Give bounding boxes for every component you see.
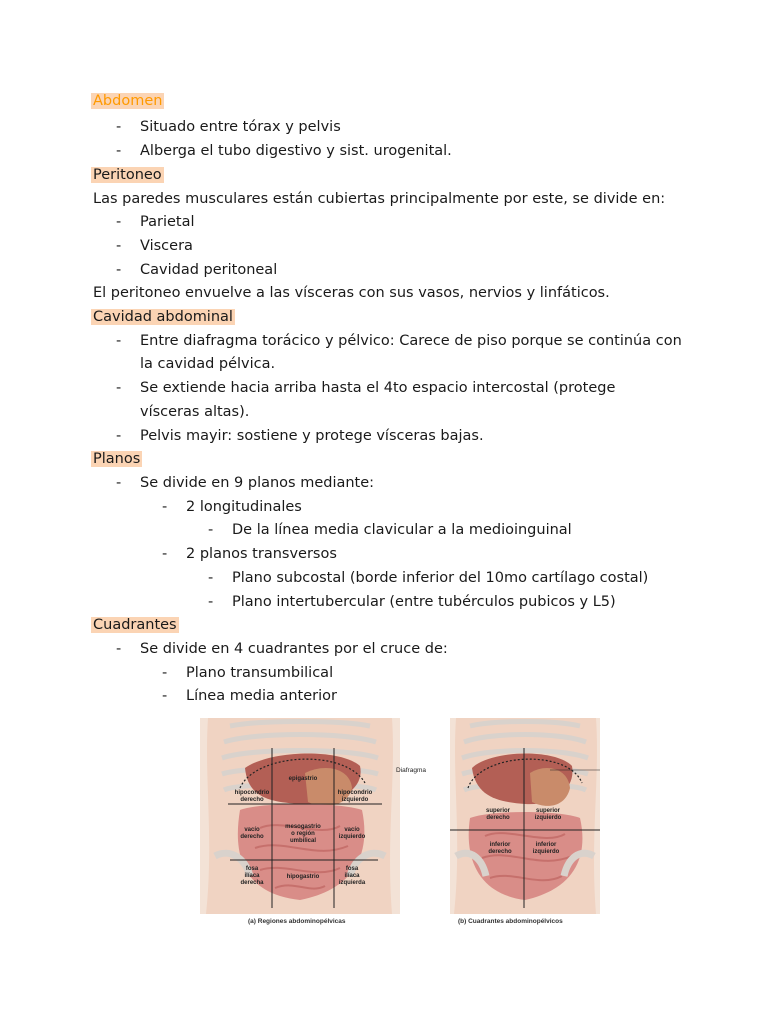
bullet-dash: - — [162, 499, 168, 515]
list-item: Se divide en 9 planos mediante: — [140, 475, 375, 491]
sub-list-item: 2 planos transversos — [186, 546, 337, 562]
bullet-dash: - — [116, 428, 122, 444]
heading-cavidad-abdominal — [93, 307, 235, 327]
list-item: Cavidad peritoneal — [140, 262, 278, 278]
heading-abdomen — [93, 91, 164, 111]
label-mesogastrio-3: umbilical — [289, 838, 317, 844]
heading-cuadrantes — [93, 615, 179, 635]
label-superior-derecho-1: superior — [485, 808, 511, 814]
list-item: Pelvis mayir: sostiene y protege vísceras bajas. — [140, 428, 484, 444]
label-hipocondrio-izquierdo-2: izquierdo — [341, 797, 369, 803]
label-superior-izquierdo-1: superior — [535, 808, 561, 814]
bullet-dash: - — [162, 688, 168, 704]
label-hipocondrio-derecho-2: derecho — [240, 797, 264, 803]
diaphragm-label: Diafragma — [396, 767, 426, 774]
abdominal-regions-figure — [200, 718, 606, 930]
label-mesogastrio-2: o región — [291, 831, 315, 837]
left-panel — [200, 718, 400, 925]
label-fosa-derecha-2: ilíaca — [244, 873, 260, 879]
bullet-dash: - — [162, 665, 168, 681]
label-superior-izquierdo-2: izquierdo — [534, 815, 562, 821]
bullet-dash: - — [116, 262, 122, 278]
list-item: Parietal — [140, 214, 195, 230]
list-item-continuation: la cavidad pélvica. — [140, 356, 276, 372]
heading-abdomen-text: Abdomen — [93, 93, 163, 109]
label-fosa-derecha-1: fosa — [245, 866, 259, 872]
label-inferior-izquierdo-1: inferior — [535, 842, 557, 848]
bullet-dash: - — [116, 214, 122, 230]
heading-planos-text: Planos — [93, 451, 141, 467]
label-fosa-derecha-3: derecha — [240, 880, 264, 886]
bullet-dash: - — [116, 475, 122, 491]
list-item: Viscera — [140, 238, 193, 254]
list-item: Entre diafragma torácico y pélvico: Carece de piso porque se continúa con — [140, 333, 682, 349]
bullet-dash: - — [116, 380, 122, 396]
label-fosa-izquierda-1: fosa — [345, 866, 359, 872]
label-fosa-izquierda-2: ilíaca — [344, 873, 360, 879]
label-vacio-derecho-1: vacío — [244, 827, 260, 833]
bullet-dash: - — [116, 238, 122, 254]
bullet-dash: - — [116, 119, 122, 135]
sub-sub-list-item: Plano subcostal (borde inferior del 10mo cartílago costal) — [232, 570, 649, 586]
heading-cavidad-text: Cavidad abdominal — [93, 309, 233, 325]
label-fosa-izquierda-3: izquierda — [338, 880, 366, 886]
right-panel — [450, 718, 600, 925]
bullet-dash: - — [208, 522, 214, 538]
bullet-dash: - — [116, 333, 122, 349]
list-item: Alberga el tubo digestivo y sist. urogenital. — [140, 143, 452, 159]
paragraph: Las paredes musculares están cubiertas principalmente por este, se divide en: — [93, 191, 666, 207]
sub-list-item: Línea media anterior — [186, 688, 337, 704]
bullet-dash: - — [116, 143, 122, 159]
label-hipocondrio-izquierdo-1: hipocondrio — [337, 790, 373, 796]
label-hipogastrio: hipogastrio — [286, 874, 320, 880]
label-vacio-izquierdo-1: vacío — [344, 827, 360, 833]
label-vacio-izquierdo-2: izquierdo — [338, 834, 366, 840]
sub-list-item: 2 longitudinales — [186, 499, 302, 515]
label-mesogastrio-1: mesogastrio — [285, 824, 321, 830]
bullet-dash: - — [116, 641, 122, 657]
sub-sub-list-item: Plano intertubercular (entre tubérculos pubicos y L5) — [232, 594, 616, 610]
label-vacio-derecho-2: derecho — [240, 834, 264, 840]
bullet-dash: - — [208, 594, 214, 610]
paragraph: El peritoneo envuelve a las vísceras con sus vasos, nervios y linfáticos. — [93, 285, 610, 301]
left-caption: (a) Regiones abdominopélvicas — [248, 918, 346, 925]
bullet-dash: - — [162, 546, 168, 562]
heading-cuadrantes-text: Cuadrantes — [93, 617, 177, 633]
sub-sub-list-item: De la línea media clavicular a la medioinguinal — [232, 522, 572, 538]
label-superior-derecho-2: derecho — [486, 815, 510, 821]
heading-peritoneo — [93, 165, 164, 185]
list-item: Se divide en 4 cuadrantes por el cruce de: — [140, 641, 448, 657]
sub-list-item: Plano transumbilical — [186, 665, 334, 681]
label-inferior-derecho-2: derecho — [488, 849, 512, 855]
list-item: Se extiende hacia arriba hasta el 4to espacio intercostal (protege — [140, 380, 616, 396]
list-item: Situado entre tórax y pelvis — [140, 119, 341, 135]
heading-peritoneo-text: Peritoneo — [93, 167, 162, 183]
right-caption: (b) Cuadrantes abdominopélvicos — [458, 918, 563, 925]
label-hipocondrio-derecho-1: hipocondrio — [234, 790, 270, 796]
label-inferior-derecho-1: inferior — [489, 842, 511, 848]
bullet-dash: - — [208, 570, 214, 586]
label-inferior-izquierdo-2: izquierdo — [532, 849, 560, 855]
label-epigastrio: epigastrio — [288, 776, 318, 782]
heading-planos — [93, 449, 142, 469]
list-item-continuation: vísceras altas). — [140, 404, 250, 420]
